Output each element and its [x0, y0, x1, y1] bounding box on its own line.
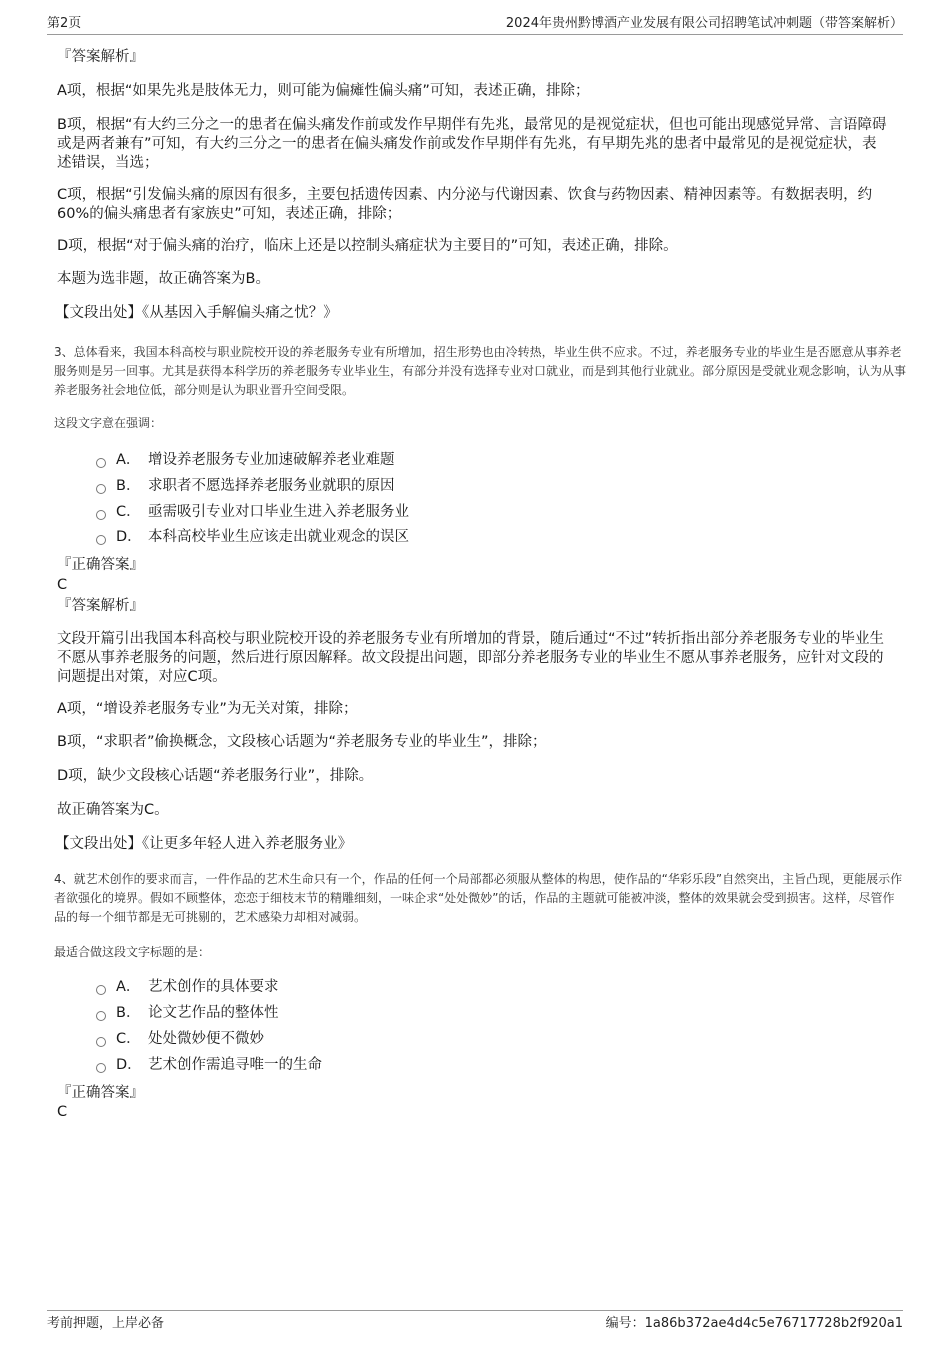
- q2-analysis-b: B项，根据“有大约三分之一的患者在偏头痛发作前或发作早期伴有先兆，最常见的是视觉症状，但也可能出现感觉异常、言语障碍或是两者兼有”可知，有大约三分之一的患者在偏头痛发作前或发作早期伴有先兆，有早期先兆的患者中最常见的是视觉症状，表述错误，当选；: [57, 117, 887, 171]
- q3-option-b[interactable]: B． 求职者不愿选择养老服务业就职的原因: [96, 476, 796, 496]
- q4-option-a[interactable]: A． 艺术创作的具体要求: [96, 977, 796, 997]
- q4-option-c[interactable]: C． 处处微妙便不微妙: [96, 1029, 796, 1049]
- q4-answer-label: 『正确答案』: [57, 1085, 144, 1101]
- q2-analysis-a: A项，根据“如果先兆是肢体无力，则可能为偏瘫性偏头痛”可知，表述正确，排除；: [57, 83, 590, 99]
- q2-source: 【文段出处】《从基因入手解偏头痛之忧？》: [55, 305, 338, 321]
- q2-analysis-d: D项，根据“对于偏头痛的治疗，临床上还是以控制头痛症状为主要目的”可知，表述正确，排除。: [57, 238, 678, 254]
- q2-analysis-c: C项，根据“引发偏头痛的原因有很多，主要包括遗传因素、内分泌与代谢因素、饮食与药物因素、精神因素等。有数据表明，约60%的偏头痛患者有家族史”可知，表述正确，排除；: [57, 187, 873, 222]
- option-text: 艺术创作的具体要求: [148, 979, 279, 995]
- radio-icon[interactable]: [96, 458, 106, 468]
- q3-option-c[interactable]: C． 亟需吸引专业对口毕业生进入养老服务业: [96, 502, 796, 522]
- radio-icon[interactable]: [96, 484, 106, 494]
- q3-analysis-d: D项，缺少文段核心话题“养老服务行业”，排除。: [57, 768, 374, 784]
- q3-passage: 3、总体看来，我国本科高校与职业院校开设的养老服务专业有所增加，招生形势也由冷转热，毕业生供不应求。不过，养老服务专业的毕业生是否愿意从事养老服务则是另一回事。尤其是获得本科学历的养老服务专业毕业生，有部分并没有选择专业对口就业，而是到其他行业就业。部分原因是受就业观念影响，认为从事养老服务社会地位低，部分则是认为职业晋升空间受限。: [54, 345, 907, 397]
- radio-icon[interactable]: [96, 985, 106, 995]
- q3-analysis-b: B项，“求职者”偷换概念，文段核心话题为“养老服务专业的毕业生”，排除；: [57, 734, 547, 750]
- option-text: 增设养老服务专业加速破解养老业难题: [148, 452, 395, 468]
- page-header: [47, 14, 903, 35]
- q4-prompt: 最适合做这段文字标题的是：: [54, 945, 211, 959]
- option-text: 本科高校毕业生应该走出就业观念的误区: [148, 529, 409, 545]
- document-code: 编号：1a86b372ae4d4c5e76717728b2f920a1: [605, 1316, 903, 1331]
- q4-option-d[interactable]: D． 艺术创作需追寻唯一的生命: [96, 1055, 796, 1075]
- q3-answer-label: 『正确答案』: [57, 557, 144, 573]
- q3-conclusion: 故正确答案为C。: [57, 802, 169, 818]
- page-footer: [47, 1310, 903, 1331]
- q2-analysis-label: 『答案解析』: [57, 49, 144, 65]
- q3-analysis-a: A项，“增设养老服务专业”为无关对策，排除；: [57, 701, 358, 717]
- q2-conclusion: 本题为选非题，故正确答案为B。: [57, 271, 270, 287]
- radio-icon[interactable]: [96, 1037, 106, 1047]
- q3-analysis-label: 『答案解析』: [57, 598, 144, 614]
- option-text: 处处微妙便不微妙: [148, 1031, 264, 1047]
- q3-prompt: 这段文字意在强调：: [54, 416, 163, 430]
- page-number: 第2页: [47, 16, 82, 31]
- option-text: 艺术创作需追寻唯一的生命: [148, 1057, 322, 1073]
- option-text: 亟需吸引专业对口毕业生进入养老服务业: [148, 504, 409, 520]
- radio-icon[interactable]: [96, 535, 106, 545]
- q3-option-d[interactable]: D． 本科高校毕业生应该走出就业观念的误区: [96, 527, 796, 547]
- q4-passage: 4、就艺术创作的要求而言，一件作品的艺术生命只有一个，作品的任何一个局部都必须服从整体的构思，使作品的“华彩乐段”自然突出，主旨凸现，更能展示作者欲强化的境界。假如不顾整体，恋恋于细枝末节的精雕细刻，一味企求“处处微妙”的话，作品的主题就可能被冲淡，整体的效果就会受到损害。这样，尽管作品的每一个细节都是无可挑剔的，艺术感染力却相对减弱。: [54, 872, 903, 924]
- radio-icon[interactable]: [96, 1011, 106, 1021]
- q3-option-a[interactable]: A． 增设养老服务专业加速破解养老业难题: [96, 450, 796, 470]
- q4-option-b[interactable]: B． 论文艺作品的整体性: [96, 1003, 796, 1023]
- footer-slogan: 考前押题，上岸必备: [47, 1316, 165, 1331]
- q3-source: 【文段出处】《让更多年轻人进入养老服务业》: [55, 836, 353, 852]
- radio-icon[interactable]: [96, 510, 106, 520]
- q3-answer: C: [57, 577, 68, 593]
- q3-analysis-main: 文段开篇引出我国本科高校与职业院校开设的养老服务专业有所增加的背景，随后通过“不过”转折指出部分养老服务专业的毕业生不愿从事养老服务的问题，然后进行原因解释。故文段提出问题，即部分养老服务专业的毕业生不愿从事养老服务，应针对文段的问题提出对策，对应C项。: [57, 631, 885, 685]
- option-text: 论文艺作品的整体性: [148, 1005, 279, 1021]
- radio-icon[interactable]: [96, 1063, 106, 1073]
- q4-answer: C: [57, 1104, 68, 1120]
- option-text: 求职者不愿选择养老服务业就职的原因: [148, 478, 395, 494]
- document-title: 2024年贵州黔博酒产业发展有限公司招聘笔试冲刺题（带答案解析）: [505, 16, 903, 31]
